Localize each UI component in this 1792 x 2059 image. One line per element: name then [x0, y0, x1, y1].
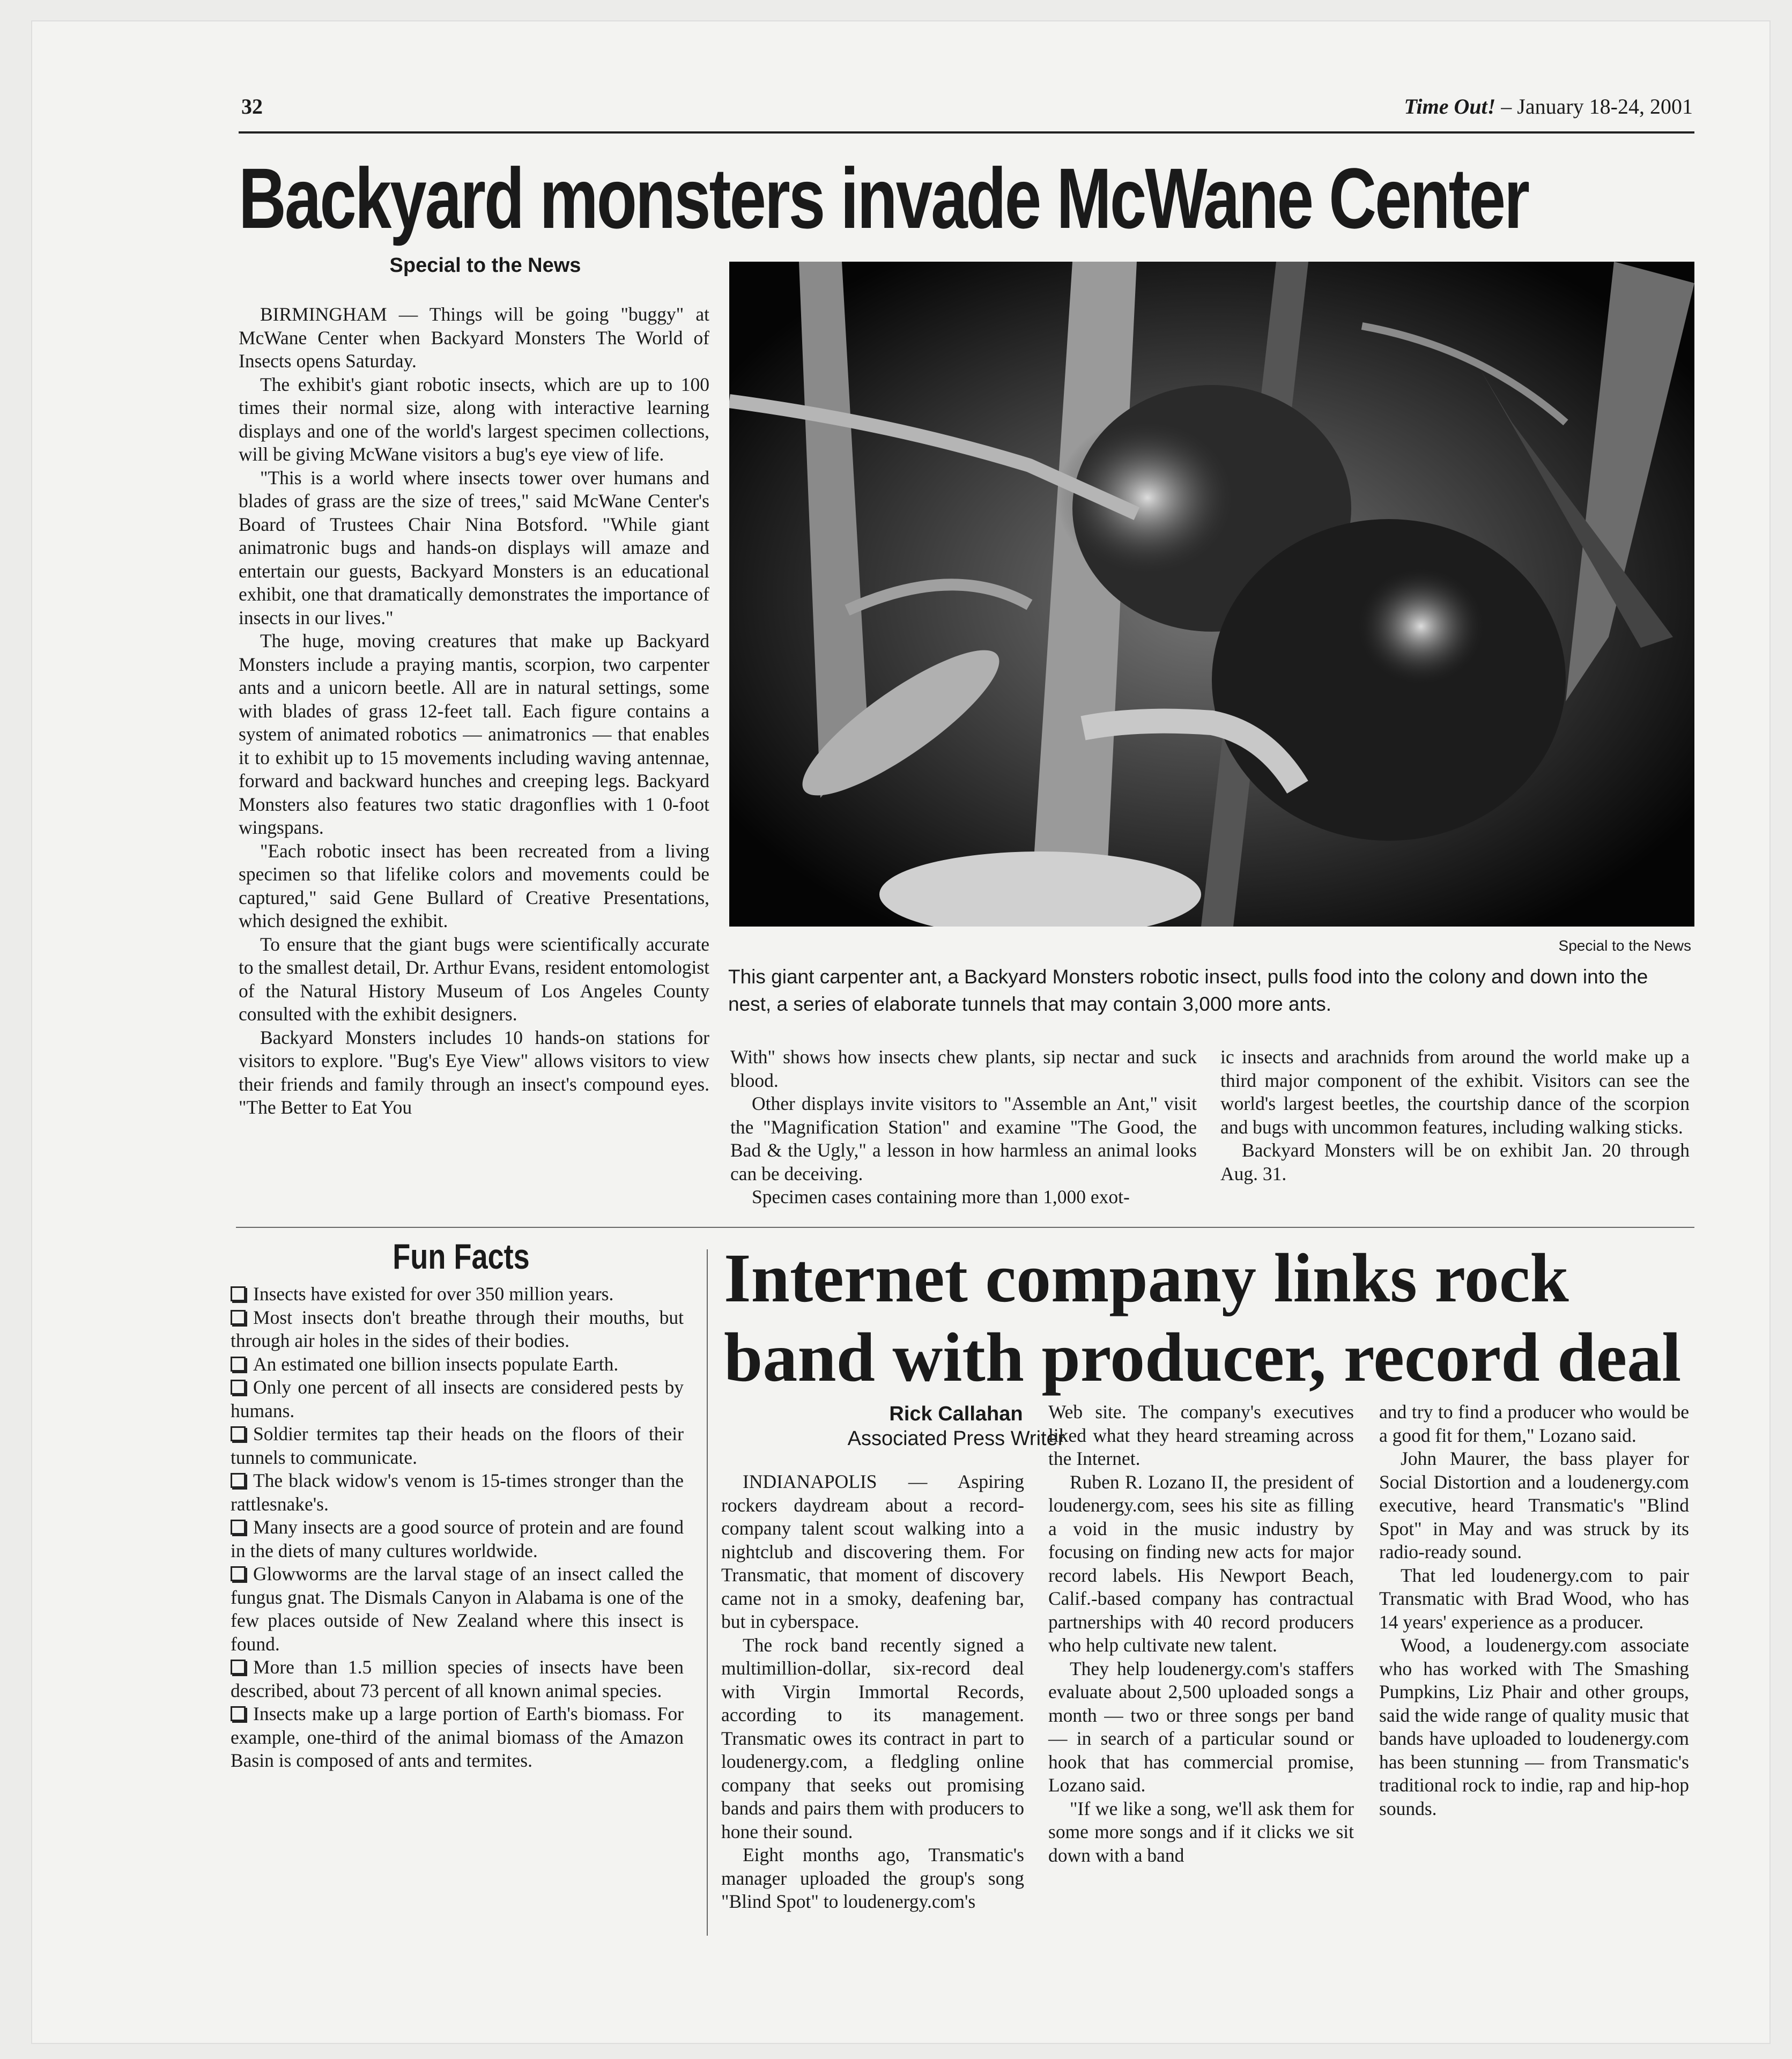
paragraph: ic insects and arachnids from around the world make up a third major component of the exhibit. Visitors can see the world's largest beetles, the courtship dance of the scorpion and bugs with uncommon features, including walking sticks. — [1220, 1046, 1690, 1138]
paragraph: Other displays invite visitors to "Assemble an Ant," visit the "Magnification Station" and examine "The Good, the Bad & the Ugly," a lesson in how harmless an animal looks can be deceiving. — [730, 1093, 1197, 1184]
paragraph: Eight months ago, Transmatic's manager uploaded the group's song "Blind Spot" to loudenergy.com's — [721, 1844, 1024, 1912]
paragraph: They help loudenergy.com's staffers evaluate about 2,500 uploaded songs a month — two or three songs per band — in search of a particular sound or hook that has commercial promise, Lozano said. — [1048, 1657, 1354, 1796]
fun-fact — [231, 1562, 684, 1656]
article1-column-3 — [1220, 1046, 1690, 1186]
checkbox-bullet-icon — [231, 1286, 246, 1301]
article1-column-2 — [730, 1046, 1197, 1209]
folio — [1404, 94, 1693, 119]
fun-fact-text: Insects make up a large portion of Earth's biomass. For example, one-third of the animal biomass of the Amazon Basin is composed of ants and termites. — [231, 1703, 684, 1771]
article1-column-1 — [239, 303, 709, 1120]
paragraph: Backyard Monsters includes 10 hands-on stations for visitors to explore. "Bug's Eye View" allows visitors to view their friends and family through an insect's compound eyes. "The Better to Eat You — [239, 1026, 709, 1118]
paragraph: Web site. The company's executives liked what they heard streaming across the Internet. — [1048, 1401, 1354, 1469]
fun-fact-text: Many insects are a good source of protein and are found in the diets of many cultures worldwide. — [231, 1516, 684, 1561]
paragraph: "If we like a song, we'll ask them for some more songs and if it clicks we sit down with a band — [1048, 1797, 1354, 1866]
article1-headline: Backyard monsters invade McWane Center — [239, 150, 1528, 246]
fun-fact-text: An estimated one billion insects populate Earth. — [253, 1353, 619, 1375]
paragraph: The exhibit's giant robotic insects, which are up to 100 times their normal size, along with interactive learning displays and one of the world's largest specimen collections, will be giving McWane visitors a bug's eye view of life. — [239, 373, 709, 465]
paragraph: With" shows how insects chew plants, sip nectar and suck blood. — [730, 1046, 1197, 1091]
paragraph: and try to find a producer who would be a good fit for them," Lozano said. — [1379, 1401, 1689, 1446]
fun-fact-text: Insects have existed for over 350 million years. — [253, 1283, 614, 1305]
article2-column-1 — [721, 1470, 1024, 1914]
paragraph: "This is a world where insects tower over humans and blades of grass are the size of trees," said McWane Center's Board of Trustees Chair Nina Botsford. "While giant animatronic bugs and hands-on displays will amaze and entertain our guests, Backyard Monsters is an educational exhibit, one that dramatically demonstrates the importance of insects in our lives." — [239, 466, 709, 628]
paragraph: BIRMINGHAM — Things will be going "buggy" at McWane Center when Backyard Monsters The World of Insects opens Saturday. — [239, 303, 709, 372]
fun-fact — [231, 1376, 684, 1423]
fun-fact — [231, 1702, 684, 1773]
section-divider — [236, 1227, 1694, 1228]
article2-author-name: Rick Callahan — [889, 1403, 1023, 1425]
fun-fact — [231, 1353, 684, 1376]
checkbox-bullet-icon — [231, 1426, 246, 1441]
paragraph: Ruben R. Lozano II, the president of loudenergy.com, sees his site as filling a void in the music industry by focusing on finding new acts for major record labels. His Newport Beach, Calif.-based company has contractual partnerships with 40 record producers who help cultivate new talent. — [1048, 1471, 1354, 1656]
photo-credit: Special to the News — [1558, 937, 1691, 954]
fun-fact-text: The black widow's venom is 15-times stronger than the rattlesnake's. — [231, 1470, 684, 1515]
paragraph: To ensure that the giant bugs were scientifically accurate to the smallest detail, Dr. Arthur Evans, resident entomologist of the Natural History Museum of Los Angeles County consulted with the exhibit designers. — [239, 933, 709, 1025]
article2-author-title: Associated Press Writer — [847, 1427, 1065, 1450]
fun-fact — [231, 1516, 684, 1562]
carpenter-ant-photo — [729, 262, 1694, 927]
checkbox-bullet-icon — [231, 1566, 246, 1581]
paragraph: That led loudenergy.com to pair Transmatic with Brad Wood, who has 14 years' experience as a producer. — [1379, 1564, 1689, 1633]
checkbox-bullet-icon — [231, 1310, 246, 1325]
article1-byline: Special to the News — [389, 254, 581, 277]
photo-illustration — [729, 262, 1694, 927]
fun-fact-text: Most insects don't breathe through their mouths, but through air holes in the sides of their bodies. — [231, 1306, 684, 1351]
checkbox-bullet-icon — [231, 1380, 246, 1395]
article2-column-3 — [1379, 1401, 1689, 1820]
paragraph: The rock band recently signed a multimillion-dollar, six-record deal with Virgin Immortal Records, according to its management. Transmatic owes its contract in part to loudenergy.com, a fledgling online company that seeks out promising bands and pairs them with producers to hone their sound. — [721, 1634, 1024, 1842]
checkbox-bullet-icon — [231, 1357, 246, 1372]
header-rule — [239, 131, 1694, 134]
article2-column-2 — [1048, 1401, 1354, 1867]
paragraph: "Each robotic insect has been recreated from a living specimen so that lifelike colors and movements could be captured," said Gene Bullard of Creative Presentations, which designed the exhibit. — [239, 840, 709, 931]
paragraph: Specimen cases containing more than 1,000 exot- — [752, 1186, 1130, 1208]
checkbox-bullet-icon — [231, 1660, 246, 1675]
paragraph: John Maurer, the bass player for Social Distortion and a loudenergy.com executive, heard Transmatic's "Blind Spot" in May and was struck by its radio-ready sound. — [1379, 1448, 1689, 1562]
photo-caption: This giant carpenter ant, a Backyard Monsters robotic insect, pulls food into the colony and down into the nest, a series of elaborate tunnels that may contain 3,000 more ants. — [728, 966, 1648, 1015]
fun-fact — [231, 1283, 684, 1306]
checkbox-bullet-icon — [231, 1520, 246, 1535]
article2-headline: Internet company links rock band with producer, record deal — [724, 1240, 1682, 1396]
column-divider — [707, 1249, 708, 1936]
fun-fact — [231, 1469, 684, 1516]
checkbox-bullet-icon — [231, 1473, 246, 1488]
fun-fact-text: Soldier termites tap their heads on the floors of their tunnels to communicate. — [231, 1423, 684, 1468]
fun-fact-text: Glowworms are the larval stage of an insect called the fungus gnat. The Dismals Canyon in Alabama is one of the few places outside of New Zealand where this insect is found. — [231, 1563, 684, 1655]
page-number: 32 — [241, 94, 263, 118]
fun-fact — [231, 1656, 684, 1702]
publication-name: Time Out! — [1404, 94, 1496, 118]
paragraph: INDIANAPOLIS — Aspiring rockers daydream about a record-company talent scout walking into a nightclub and discovering them. For Transmatic, that moment of discovery came not in a smoky, deafening bar, but in cyberspace. — [721, 1471, 1024, 1632]
fun-fact — [231, 1306, 684, 1353]
fun-fact-text: Only one percent of all insects are considered pests by humans. — [231, 1376, 684, 1421]
fun-facts-list — [231, 1283, 684, 1773]
checkbox-bullet-icon — [231, 1706, 246, 1721]
issue-date: – January 18-24, 2001 — [1501, 94, 1693, 118]
fun-fact — [231, 1423, 684, 1469]
paragraph: Backyard Monsters will be on exhibit Jan. 20 through Aug. 31. — [1220, 1139, 1690, 1184]
paragraph: The huge, moving creatures that make up Backyard Monsters include a praying mantis, scorpion, two carpenter ants and a unicorn beetle. All are in natural settings, some with blades of grass 12-feet tall. Each figure contains a system of animated robotics — animatronics — that enables it to exhibit up to 15 movements including waving antennae, forward and backward hunches and creeping legs. Backyard Monsters also features two static dragonflies with 1 0-foot wingspans. — [239, 630, 709, 838]
paragraph: Wood, a loudenergy.com associate who has worked with The Smashing Pumpkins, Liz Phair and other groups, said the wide range of quality music that bands have uploaded to loudenergy.com has been stunning — from Transmatic's traditional rock to indie, rap and hip-hop sounds. — [1379, 1634, 1689, 1819]
fun-facts-title: Fun Facts — [393, 1236, 530, 1276]
fun-fact-text: More than 1.5 million species of insects have been described, about 73 percent of all known animal species. — [231, 1656, 684, 1701]
